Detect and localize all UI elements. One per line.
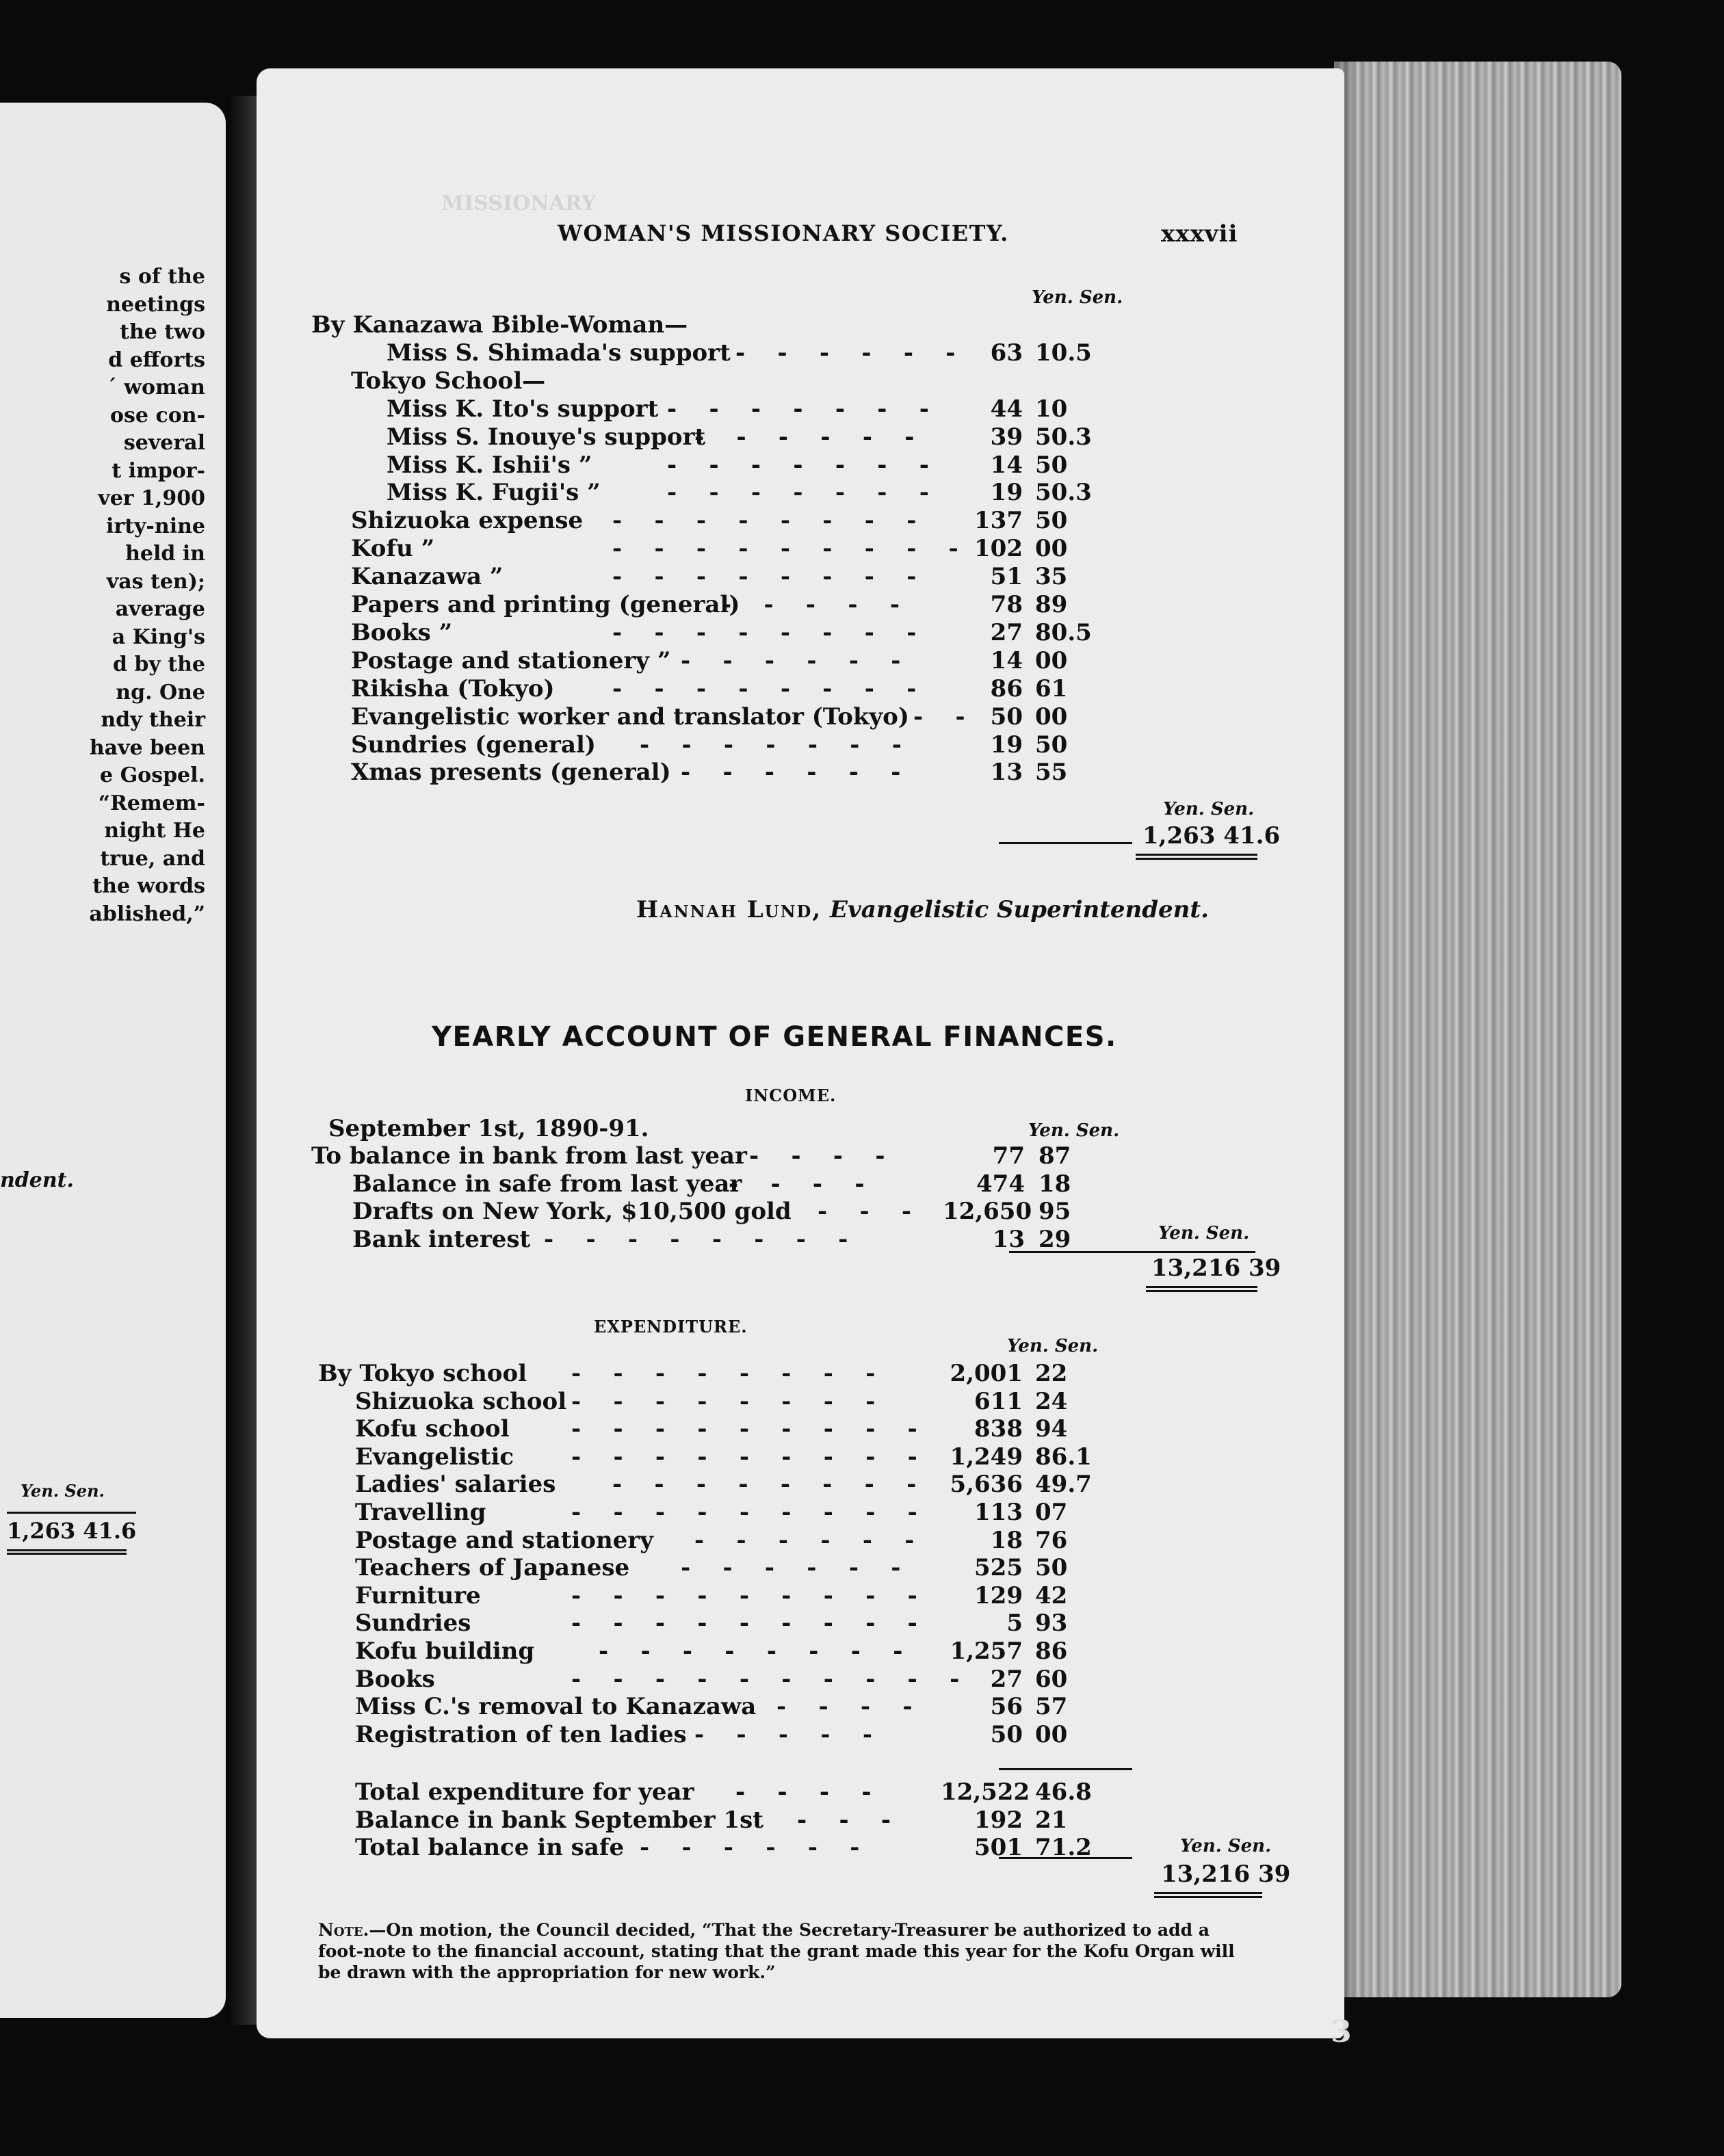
signature-title: Evangelistic Superintendent.	[830, 896, 1209, 923]
income-leader: - - -	[818, 1198, 912, 1226]
expenditure-yen: 5	[1006, 1609, 1023, 1638]
kanazawa-row	[257, 675, 1344, 703]
running-head: WOMAN'S MISSIONARY SOCIETY.	[558, 220, 1009, 246]
expenditure-yen: 2,001	[950, 1360, 1023, 1387]
expenditure-summary-label: Total balance in safe	[355, 1834, 625, 1862]
kanazawa-sen: 80.5	[1035, 618, 1092, 646]
kanazawa-leader: - - - - - - -	[640, 731, 902, 759]
expenditure-row	[257, 1666, 1344, 1694]
income-yen: 474	[976, 1170, 1025, 1198]
expenditure-leader: - - - - - - - - - -	[571, 1665, 960, 1693]
expenditure-label: Ladies' salaries	[355, 1471, 556, 1499]
kanazawa-yen: 27	[990, 618, 1023, 646]
expenditure-summary-rule	[999, 1857, 1132, 1859]
kanazawa-sen: 00	[1035, 702, 1068, 731]
kanazawa-label: Books ”	[351, 618, 453, 646]
kanazawa-row	[257, 507, 1344, 535]
expenditure-row	[257, 1693, 1344, 1721]
kanazawa-yen: 19	[990, 479, 1023, 507]
kanazawa-row	[257, 563, 1344, 591]
expenditure-sen: 76	[1035, 1526, 1068, 1554]
income-sen: 18	[1039, 1170, 1071, 1198]
expenditure-row	[257, 1388, 1344, 1416]
expenditure-label: Miss C.'s removal to Kanazawa	[355, 1693, 757, 1721]
left-page-line: a King's	[112, 625, 205, 649]
kanazawa-sen: 00	[1035, 535, 1068, 563]
kanazawa-total-row	[257, 822, 1344, 850]
kanazawa-row	[257, 591, 1344, 619]
expenditure-label: Postage and stationery	[355, 1526, 654, 1554]
kanazawa-leader: - - - - - - -	[667, 479, 929, 507]
expenditure-leader: - - - - - - - - -	[571, 1443, 917, 1471]
yearly-account-title: YEARLY ACCOUNT OF GENERAL FINANCES.	[432, 1021, 1117, 1053]
footnote-lead: Note.	[318, 1920, 369, 1940]
expenditure-sen: 93	[1035, 1609, 1068, 1638]
kanazawa-leader: - - - - - - -	[667, 395, 929, 423]
left-page-line: true, and	[100, 846, 205, 871]
income-period: September 1st, 1890-91.	[328, 1115, 649, 1142]
expenditure-sen: 22	[1035, 1360, 1068, 1387]
income-heading: INCOME.	[745, 1086, 837, 1105]
income-total-row	[257, 1254, 1344, 1283]
kanazawa-sen: 50.3	[1035, 423, 1092, 451]
kanazawa-row	[257, 395, 1344, 423]
expenditure-sen: 50	[1035, 1554, 1068, 1582]
left-page-line: d efforts	[108, 347, 205, 372]
expenditure-sen: 07	[1035, 1499, 1068, 1526]
expenditure-summary-yen: 192	[974, 1806, 1023, 1834]
left-page-line: ´ woman	[106, 376, 205, 399]
left-page-line: the words	[92, 874, 205, 898]
expenditure-yen: 18	[990, 1526, 1023, 1554]
left-page-line: have been	[89, 735, 205, 760]
kanazawa-leader: - - - - - - - -	[612, 563, 917, 591]
page-number: xxxvii	[1161, 220, 1238, 248]
kanazawa-leader: - - - - - -	[681, 646, 901, 674]
kanazawa-leader: - - - - - - -	[667, 451, 929, 479]
kanazawa-row	[257, 619, 1344, 647]
expenditure-label: Sundries	[355, 1609, 471, 1638]
expenditure-row	[257, 1582, 1344, 1610]
expenditure-leader: - - - - - - - - -	[571, 1415, 917, 1443]
income-yen: 12,650	[943, 1198, 1032, 1226]
kanazawa-yen: 14	[990, 451, 1023, 479]
kanazawa-label: Rikisha (Tokyo)	[351, 674, 555, 702]
expenditure-row	[257, 1471, 1344, 1499]
book-page-edges	[1334, 62, 1621, 1997]
expenditure-sen: 57	[1035, 1693, 1068, 1721]
income-row	[257, 1170, 1344, 1198]
kanazawa-label: Kofu ”	[351, 535, 435, 563]
expenditure-yen: 838	[974, 1415, 1023, 1443]
expenditure-heading: EXPENDITURE.	[594, 1317, 748, 1337]
kanazawa-yen: 44	[990, 395, 1023, 423]
kanazawa-leader: - - - - - - - -	[612, 618, 917, 646]
expenditure-summary-yen: 501	[974, 1834, 1023, 1862]
kanazawa-sen: 50	[1035, 731, 1068, 759]
expenditure-total-double-rule	[1154, 1892, 1262, 1898]
expenditure-leader: - - - - - -	[681, 1554, 901, 1582]
income-row	[257, 1142, 1344, 1170]
expenditure-row	[257, 1415, 1344, 1443]
expenditure-yen: 1,257	[950, 1638, 1023, 1665]
expenditure-leader: - - - - - - - -	[571, 1360, 876, 1387]
kanazawa-leader: - - - - - - - - -	[612, 535, 958, 563]
expenditure-sen: 60	[1035, 1665, 1068, 1693]
margin-mark: 3	[1331, 2014, 1352, 2049]
income-label: Drafts on New York, $10,500 gold	[352, 1198, 792, 1226]
income-sen: 29	[1039, 1225, 1071, 1253]
expenditure-summary-sen: 71.2	[1035, 1834, 1092, 1862]
income-sen: 87	[1039, 1142, 1071, 1170]
kanazawa-sen: 61	[1035, 674, 1068, 702]
expenditure-leader: - - - - -	[694, 1720, 872, 1748]
kanazawa-yen: 13	[990, 759, 1023, 787]
expenditure-row	[257, 1360, 1344, 1388]
expenditure-total-row	[257, 1861, 1344, 1889]
right-page	[257, 68, 1344, 2038]
kanazawa-total-header: Yen. Sen.	[1163, 799, 1255, 819]
book-gutter	[226, 96, 260, 2025]
signature-name: Hannah Lund,	[636, 896, 822, 923]
left-page-line: held in	[125, 542, 205, 566]
expenditure-summary-sen: 21	[1035, 1806, 1068, 1834]
left-page-line: ver 1,900	[98, 486, 205, 510]
expenditure-label: Registration of ten ladies	[355, 1720, 687, 1748]
expenditure-label: Furniture	[355, 1581, 481, 1609]
left-page-line: ndy their	[101, 708, 205, 732]
kanazawa-label: Kanazawa ”	[351, 563, 504, 591]
kanazawa-yen-sen-header: Yen. Sen.	[1032, 287, 1123, 308]
left-page-line: t impor-	[112, 458, 205, 483]
kanazawa-total: 1,263 41.6	[1142, 822, 1281, 850]
expenditure-row	[257, 1554, 1344, 1582]
income-total: 13,216 39	[1151, 1254, 1281, 1282]
left-page-line: the two	[120, 320, 205, 344]
expenditure-yen: 5,636	[950, 1471, 1023, 1499]
expenditure-yen: 113	[974, 1499, 1023, 1526]
left-page-signature-fragment: ndent.	[0, 1168, 74, 1192]
kanazawa-yen: 86	[990, 674, 1023, 702]
income-label: To balance in bank from last year	[311, 1142, 747, 1170]
expenditure-leader: - - - -	[776, 1693, 913, 1721]
income-sen: 95	[1039, 1198, 1071, 1226]
kanazawa-label: Evangelistic worker and translator (Tokyo)	[351, 702, 909, 731]
left-page-line: s of the	[119, 265, 205, 289]
expenditure-yen: 1,249	[950, 1443, 1023, 1471]
income-leader: - - - -	[749, 1142, 885, 1170]
expenditure-leader: - - - - - - - -	[571, 1387, 876, 1415]
left-page-double-rule	[7, 1549, 127, 1555]
expenditure-leader: - - - - - - - - -	[571, 1609, 917, 1638]
kanazawa-sen: 35	[1035, 563, 1068, 591]
kanazawa-yen: 102	[974, 535, 1023, 563]
expenditure-leader: - - - - - - - -	[612, 1471, 917, 1499]
kanazawa-sen: 50.3	[1035, 479, 1092, 507]
kanazawa-label: Miss K. Fugii's ”	[387, 479, 601, 507]
kanazawa-yen: 51	[990, 563, 1023, 591]
left-page-line: several	[123, 431, 205, 455]
income-total-double-rule	[1146, 1286, 1257, 1292]
expenditure-summary-yen: 12,522	[941, 1778, 1030, 1806]
expenditure-total-header: Yen. Sen.	[1180, 1836, 1272, 1856]
expenditure-sen: 94	[1035, 1415, 1068, 1443]
footnote	[318, 1919, 1249, 1983]
expenditure-summary-label: Total expenditure for year	[355, 1778, 694, 1806]
kanazawa-row	[257, 367, 1344, 395]
expenditure-summary-leader: - - - - - -	[640, 1834, 860, 1862]
footnote-text: —On motion, the Council decided, “That the Secretary-Treasurer be authorized to add a foot-note to the financial account, stating that the grant made this year for the Kofu Organ will be drawn with the appropriation for new work.”	[318, 1920, 1235, 1982]
income-total-header: Yen. Sen.	[1158, 1223, 1250, 1244]
kanazawa-label: Miss S. Shimada's support	[387, 339, 731, 367]
expenditure-leader: - - - - - - - - -	[571, 1581, 917, 1609]
left-page-yen-sen-header: Yen. Sen.	[21, 1481, 105, 1501]
kanazawa-yen: 39	[990, 423, 1023, 451]
income-leader: - - - - - - - -	[544, 1225, 848, 1253]
expenditure-sen: 42	[1035, 1581, 1068, 1609]
income-label: Bank interest	[352, 1225, 531, 1253]
income-total-rule	[1009, 1251, 1255, 1253]
expenditure-label: Travelling	[355, 1499, 486, 1526]
expenditure-summary-leader: - - -	[797, 1806, 891, 1834]
left-page-line: ablished,”	[89, 902, 205, 926]
kanazawa-leader: - - - - - -	[735, 339, 956, 367]
income-leader: - - - -	[729, 1170, 865, 1198]
signature	[636, 896, 1209, 923]
income-yen: 13	[992, 1225, 1025, 1253]
left-page-line: ose con-	[110, 403, 205, 428]
expenditure-leader: - - - - - - - - -	[571, 1499, 917, 1526]
expenditure-label: Evangelistic	[355, 1443, 514, 1471]
kanazawa-yen: 63	[990, 339, 1023, 367]
expenditure-row	[257, 1527, 1344, 1555]
kanazawa-row	[257, 731, 1344, 759]
kanazawa-leader: - -	[913, 702, 965, 731]
left-page-line: average	[115, 597, 205, 621]
kanazawa-leader: - - - - - - - -	[612, 674, 917, 702]
kanazawa-leader: - - - - - -	[694, 423, 915, 451]
expenditure-yen: 56	[990, 1693, 1023, 1721]
expenditure-label: Kofu school	[355, 1415, 510, 1443]
expenditure-row	[257, 1443, 1344, 1471]
kanazawa-label: Papers and printing (general)	[351, 591, 740, 618]
expenditure-summary-label: Balance in bank September 1st	[355, 1806, 763, 1834]
income-label: Balance in safe from last year	[352, 1170, 742, 1198]
left-page-line: neetings	[106, 292, 205, 317]
income-yen: 77	[992, 1142, 1025, 1170]
expenditure-total: 13,216 39	[1161, 1861, 1291, 1888]
kanazawa-row	[257, 535, 1344, 563]
expenditure-summary-sen: 46.8	[1035, 1778, 1092, 1806]
kanazawa-label: Miss S. Inouye's support	[387, 423, 706, 451]
expenditure-yen: 525	[974, 1554, 1023, 1582]
left-page-line: irty-nine	[105, 514, 205, 538]
left-page-text-column	[0, 263, 205, 928]
kanazawa-sen: 55	[1035, 759, 1068, 787]
kanazawa-row	[257, 647, 1344, 675]
expenditure-sen: 00	[1035, 1720, 1068, 1748]
kanazawa-label: Shizuoka expense	[351, 507, 584, 535]
expenditure-sen: 86.1	[1035, 1443, 1092, 1471]
expenditure-yen: 129	[974, 1581, 1023, 1609]
kanazawa-label: By Kanazawa Bible-Woman—	[311, 311, 688, 339]
kanazawa-sen: 50	[1035, 451, 1068, 479]
expenditure-row	[257, 1499, 1344, 1527]
expenditure-row	[257, 1638, 1344, 1666]
kanazawa-sen: 10	[1035, 395, 1068, 423]
left-page-line: vas ten);	[106, 569, 205, 594]
expenditure-leader: - - - - - - - -	[599, 1638, 903, 1665]
kanazawa-row	[257, 479, 1344, 507]
kanazawa-row	[257, 423, 1344, 451]
kanazawa-row	[257, 703, 1344, 731]
kanazawa-row	[257, 311, 1344, 339]
kanazawa-sen: 10.5	[1035, 339, 1092, 367]
kanazawa-leader: - - - - -	[722, 591, 900, 618]
expenditure-yen: 611	[974, 1387, 1023, 1415]
kanazawa-total-double-rule	[1136, 854, 1257, 860]
kanazawa-sen: 89	[1035, 591, 1068, 618]
kanazawa-row	[257, 759, 1344, 787]
expenditure-row	[257, 1609, 1344, 1638]
expenditure-label: By Tokyo school	[318, 1360, 527, 1387]
kanazawa-label: Tokyo School—	[351, 367, 546, 395]
expenditure-label: Shizuoka school	[355, 1387, 567, 1415]
expenditure-summary-row	[257, 1806, 1344, 1835]
income-row	[257, 1198, 1344, 1226]
kanazawa-leader: - - - - - - - -	[612, 507, 917, 535]
bleed-through-text: MISSIONARY	[441, 192, 597, 215]
kanazawa-sen: 50	[1035, 507, 1068, 535]
kanazawa-label: Sundries (general)	[351, 731, 596, 759]
left-page-line: night He	[104, 819, 205, 843]
kanazawa-label: Postage and stationery ”	[351, 646, 671, 674]
expenditure-yen-sen-header: Yen. Sen.	[1007, 1336, 1099, 1356]
expenditure-sen: 86	[1035, 1638, 1068, 1665]
income-period-row	[257, 1115, 1344, 1143]
kanazawa-label: Miss K. Ito's support	[387, 395, 659, 423]
kanazawa-sen: 00	[1035, 646, 1068, 674]
left-page-total: 1,263 41.6	[7, 1512, 136, 1544]
expenditure-row	[257, 1721, 1344, 1749]
facing-left-page	[0, 103, 226, 2018]
expenditure-summary-leader: - - - -	[735, 1778, 872, 1806]
kanazawa-yen: 78	[990, 591, 1023, 618]
kanazawa-yen: 19	[990, 731, 1023, 759]
left-page-line: “Remem-	[98, 791, 205, 815]
expenditure-label: Books	[355, 1665, 435, 1693]
expenditure-summary-row	[257, 1778, 1344, 1806]
left-page-line: e Gospel.	[100, 763, 205, 787]
expenditure-sen: 49.7	[1035, 1471, 1092, 1499]
left-page-line: d by the	[112, 653, 205, 676]
expenditure-label: Teachers of Japanese	[355, 1554, 630, 1582]
kanazawa-row	[257, 339, 1344, 367]
kanazawa-yen: 50	[990, 702, 1023, 731]
kanazawa-row	[257, 451, 1344, 479]
expenditure-yen: 27	[990, 1665, 1023, 1693]
kanazawa-yen: 14	[990, 646, 1023, 674]
expenditure-label: Kofu building	[355, 1638, 535, 1665]
kanazawa-label: Xmas presents (general)	[351, 759, 671, 787]
expenditure-sen: 24	[1035, 1387, 1068, 1415]
kanazawa-label: Miss K. Ishii's ”	[387, 451, 592, 479]
expenditure-subtotal-rule	[999, 1768, 1132, 1770]
income-yen-sen-header: Yen. Sen.	[1028, 1120, 1120, 1141]
expenditure-leader: - - - - - -	[694, 1526, 915, 1554]
left-page-line: ng. One	[116, 680, 205, 705]
expenditure-yen: 50	[990, 1720, 1023, 1748]
kanazawa-yen: 137	[974, 507, 1023, 535]
kanazawa-leader: - - - - - -	[681, 759, 901, 787]
